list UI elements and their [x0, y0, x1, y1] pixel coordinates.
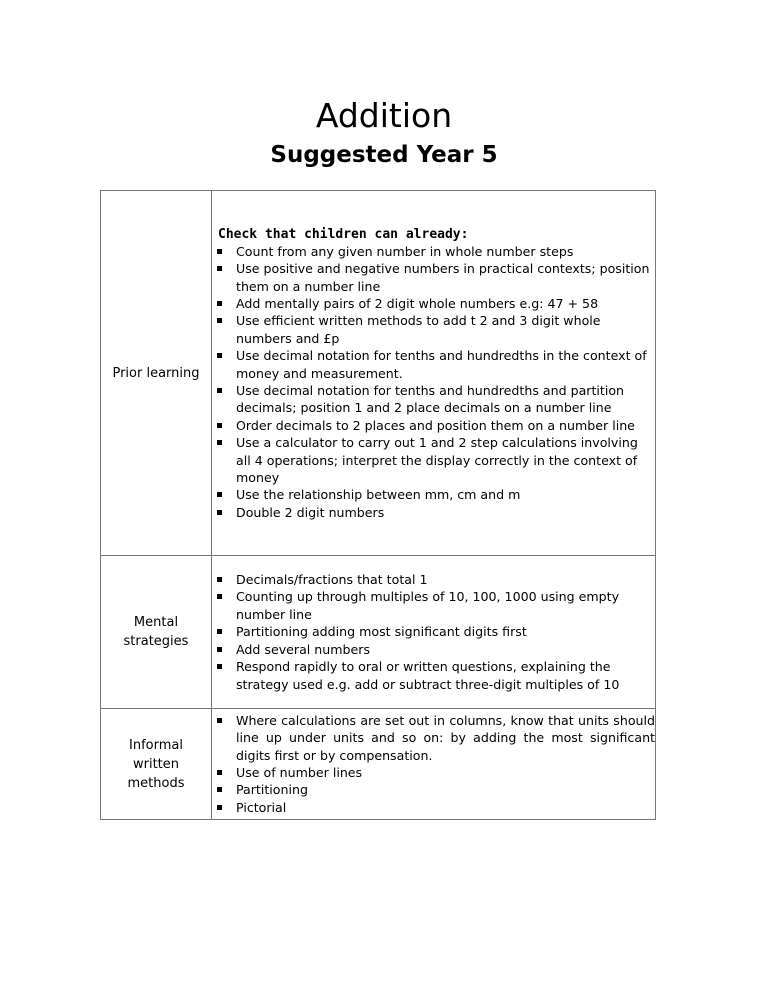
list-item: Use efficient written methods to add t 2 and 3 digit whole numbers and £p	[212, 312, 655, 347]
bullet-list	[212, 712, 655, 816]
list-item: Partitioning	[212, 781, 655, 798]
bullet-list	[212, 571, 655, 693]
list-item: Pictorial	[212, 799, 655, 816]
section-content	[212, 709, 656, 820]
section-label: Mental strategies	[101, 556, 212, 709]
section-prior-learning	[101, 191, 656, 556]
list-item: Where calculations are set out in columns, know that units should line up under units and so on: by adding the most significant digits first or by compensation.	[212, 712, 655, 764]
page-title: Addition	[315, 96, 453, 135]
list-item: Add mentally pairs of 2 digit whole numbers e.g: 47 + 58	[212, 295, 655, 312]
section-informal-written-methods	[101, 709, 656, 820]
list-item: Use a calculator to carry out 1 and 2 step calculations involving all 4 operations; interpret the display correctly in the context of money	[212, 434, 655, 486]
list-item: Use positive and negative numbers in practical contexts; position them on a number line	[212, 260, 655, 295]
list-item: Double 2 digit numbers	[212, 504, 655, 521]
section-label: Prior learning	[101, 191, 212, 556]
list-item: Use of number lines	[212, 764, 655, 781]
section-label: Informal written methods	[101, 709, 212, 820]
bullet-list	[212, 243, 655, 522]
list-item: Use the relationship between mm, cm and m	[212, 486, 655, 503]
section-content	[212, 191, 656, 556]
list-item: Partitioning adding most significant digits first	[212, 623, 655, 640]
section-mental-strategies	[101, 556, 656, 709]
list-item: Respond rapidly to oral or written questions, explaining the strategy used e.g. add or subtract three-digit multiples of 10	[212, 658, 655, 693]
section-intro: Check that children can already:	[218, 226, 469, 242]
list-item: Count from any given number in whole number steps	[212, 243, 655, 260]
list-item: Counting up through multiples of 10, 100, 1000 using empty number line	[212, 588, 655, 623]
list-item: Use decimal notation for tenths and hundredths in the context of money and measurement.	[212, 347, 655, 382]
list-item: Add several numbers	[212, 641, 655, 658]
page-subtitle: Suggested Year 5	[270, 142, 498, 168]
section-content	[212, 556, 656, 709]
list-item: Order decimals to 2 places and position them on a number line	[212, 417, 655, 434]
list-item: Use decimal notation for tenths and hundredths and partition decimals; position 1 and 2 place decimals on a number line	[212, 382, 655, 417]
addition-table	[100, 190, 656, 820]
list-item: Decimals/fractions that total 1	[212, 571, 655, 588]
